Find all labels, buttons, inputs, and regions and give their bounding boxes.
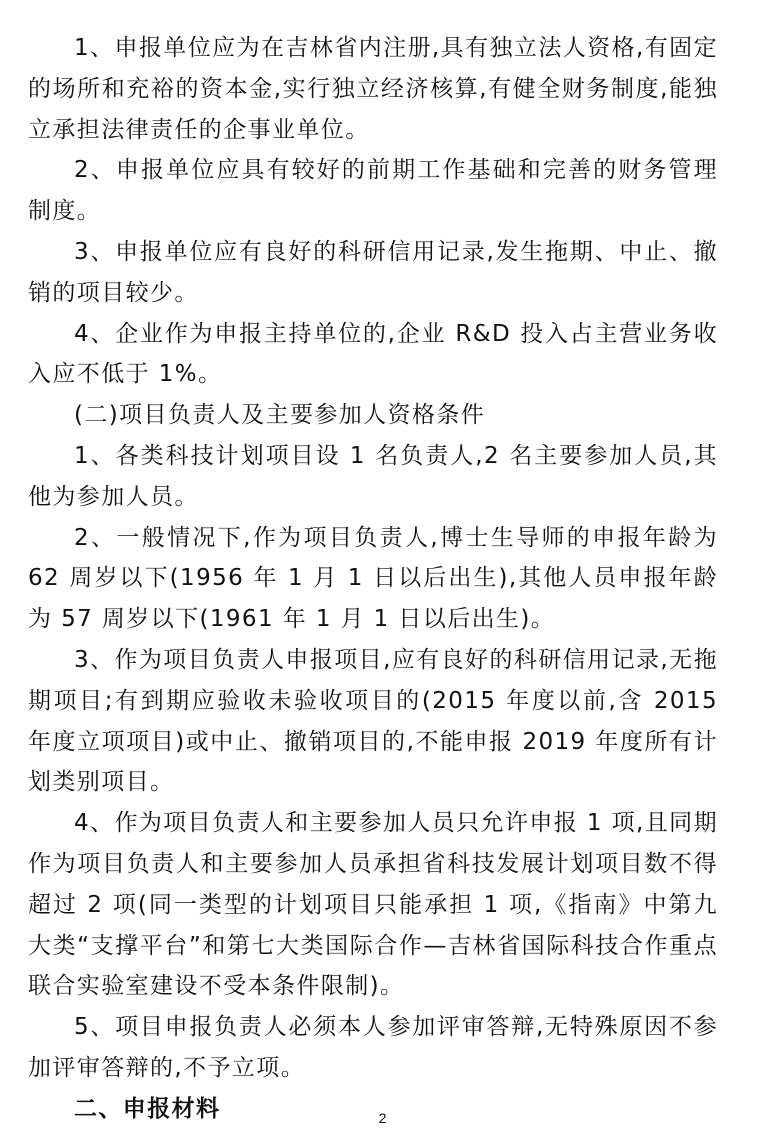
paragraph-leader-requirement-1: 1、各类科技计划项目设 1 名负责人,2 名主要参加人员,其他为参加人员。 [28, 442, 718, 510]
document-page [28, 28, 718, 1130]
paragraph-unit-requirement-1: 1、申报单位应为在吉林省内注册,具有独立法人资格,有固定的场所和充裕的资本金,实行独立经济核算,有健全财务制度,能独立承担法律责任的企事业单位。 [28, 35, 718, 143]
paragraph-unit-requirement-3: 3、申报单位应有良好的科研信用记录,发生拖期、中止、撤销的项目较少。 [28, 238, 718, 306]
paragraph-leader-requirement-2: 2、一般情况下,作为项目负责人,博士生导师的申报年龄为 62 周岁以下(1956 年 1 月 1 日以后出生),其他人员申报年龄为 57 周岁以下(1961 年 1 月 1 日以后出生)。 [28, 524, 718, 633]
paragraph-unit-requirement-4: 4、企业作为申报主持单位的,企业 R&D 投入占主营业务收入应不低于 1%。 [28, 320, 718, 388]
paragraph-unit-requirement-2: 2、申报单位应具有较好的前期工作基础和完善的财务管理制度。 [28, 157, 718, 225]
paragraph-leader-requirement-3: 3、作为项目负责人申报项目,应有良好的科研信用记录,无拖期项目;有到期应验收未验收项目的(2015 年度以前,含 2015 年度立项项目)或中止、撤销项目的,不能申报 2019 年度所有计划类别项目。 [28, 646, 718, 796]
subsection-title-leader-qualifications: (二)项目负责人及主要参加人资格条件 [74, 402, 486, 429]
page-number: 2 [378, 1110, 387, 1126]
paragraph-leader-requirement-5: 5、项目申报负责人必须本人参加评审答辩,无特殊原因不参加评审答辩的,不予立项。 [28, 1014, 718, 1081]
paragraph-leader-requirement-4: 4、作为项目负责人和主要参加人员只允许申报 1 项,且同期作为项目负责人和主要参加人员承担省科技发展计划项目数不得超过 2 项(同一类型的计划项目只能承担 1 项,《指南》中第九大类“支撑平台”和第七大类国际合作—吉林省国际科技合作重点联合实验室建设不受本条件限制)。 [28, 810, 718, 1000]
section-heading-application-materials: 二、申报材料 [74, 1095, 221, 1122]
